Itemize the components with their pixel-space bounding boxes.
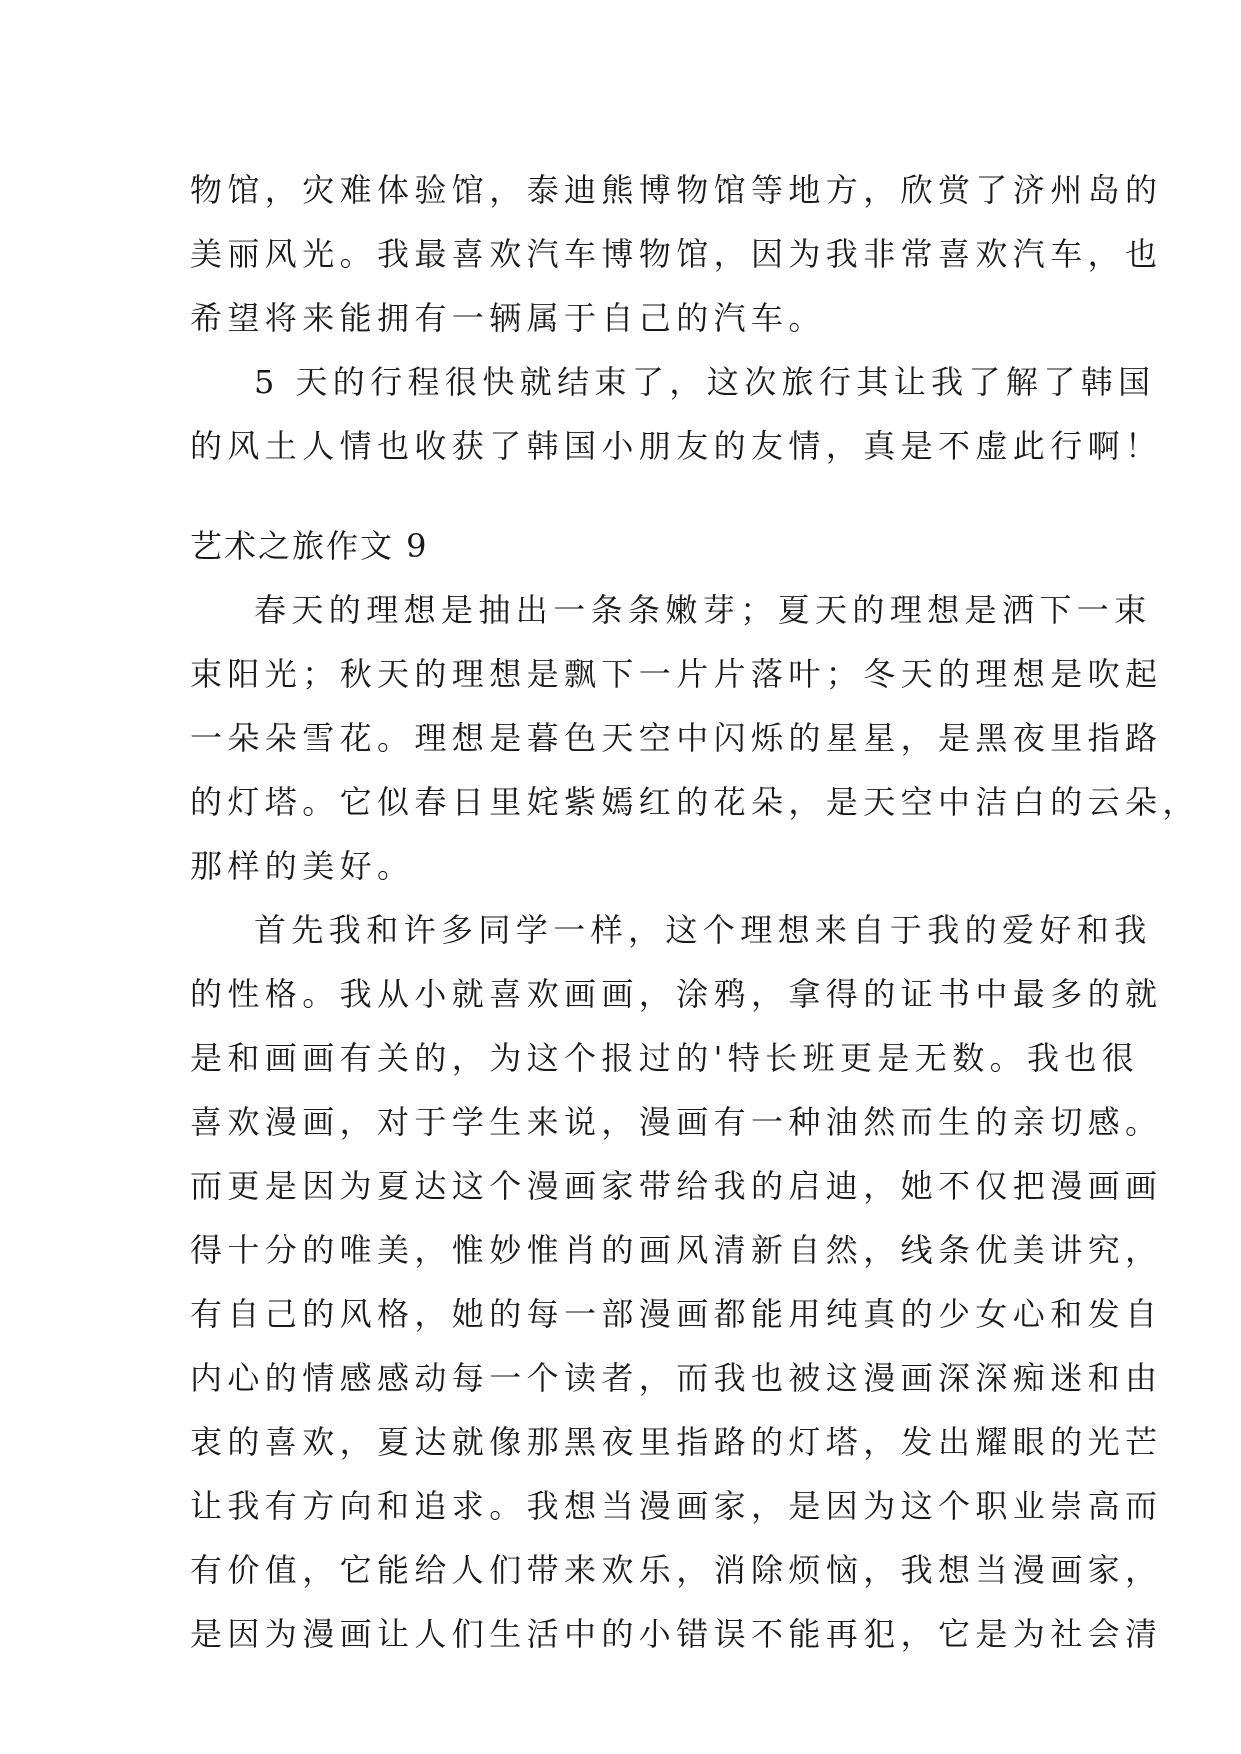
- text-line: 物馆，灾难体验馆，泰迪熊博物馆等地方，欣赏了济州岛的: [190, 171, 1163, 209]
- text-line: 而更是因为夏达这个漫画家带给我的启迪，她不仅把漫画画: [190, 1167, 1163, 1205]
- section-gap: [190, 478, 1060, 514]
- text-line: 春天的理想是抽出一条条嫩芽；夏天的理想是洒下一束: [254, 591, 1152, 629]
- section-heading: 艺术之旅作文 9: [190, 527, 429, 565]
- text-line: 首先我和许多同学一样，这个理想来自于我的爱好和我: [254, 911, 1152, 949]
- text-line: 的灯塔。它似春日里姹紫嫣红的花朵，是天空中洁白的云朵，: [190, 783, 1200, 821]
- text-line: 有价值，它能给人们带来欢乐，消除烦恼，我想当漫画家，: [190, 1551, 1163, 1589]
- text-line: 是和画画有关的，为这个报过的'特长班更是无数。我也很: [190, 1039, 1140, 1077]
- text-line: 一朵朵雪花。理想是暮色天空中闪烁的星星，是黑夜里指路: [190, 719, 1163, 757]
- text-line: 那样的美好。: [190, 847, 415, 885]
- text-line: 5 天的行程很快就结束了，这次旅行其让我了解了韩国: [254, 363, 1156, 401]
- document-body: [190, 158, 1200, 1666]
- paragraph-b: [190, 350, 1163, 478]
- text-line: 得十分的唯美，惟妙惟肖的画风清新自然，线条优美讲究，: [190, 1231, 1163, 1269]
- text-line: 让我有方向和追求。我想当漫画家，是因为这个职业崇高而: [190, 1487, 1163, 1525]
- text-line: 是因为漫画让人们生活中的小错误不能再犯，它是为社会清: [190, 1615, 1163, 1653]
- text-line: 希望将来能拥有一辆属于自己的汽车。: [190, 299, 826, 337]
- text-line: 喜欢漫画，对于学生来说，漫画有一种油然而生的亲切感。: [190, 1103, 1163, 1141]
- paragraph-c: [190, 578, 1200, 898]
- text-line: 的性格。我从小就喜欢画画，涂鸦，拿得的证书中最多的就: [190, 975, 1163, 1013]
- paragraph-d: [190, 898, 1163, 1666]
- text-line: 内心的情感感动每一个读者，而我也被这漫画深深痴迷和由: [190, 1359, 1163, 1397]
- text-line: 美丽风光。我最喜欢汽车博物馆，因为我非常喜欢汽车，也: [190, 235, 1163, 273]
- paragraph-a: [190, 158, 1163, 350]
- text-line: 衷的喜欢，夏达就像那黑夜里指路的灯塔，发出耀眼的光芒: [190, 1423, 1163, 1461]
- text-line: 束阳光；秋天的理想是飘下一片片落叶；冬天的理想是吹起: [190, 655, 1163, 693]
- text-line: 有自己的风格，她的每一部漫画都能用纯真的少女心和发自: [190, 1295, 1163, 1333]
- text-line: 的风土人情也收获了韩国小朋友的友情，真是不虚此行啊！: [190, 427, 1163, 465]
